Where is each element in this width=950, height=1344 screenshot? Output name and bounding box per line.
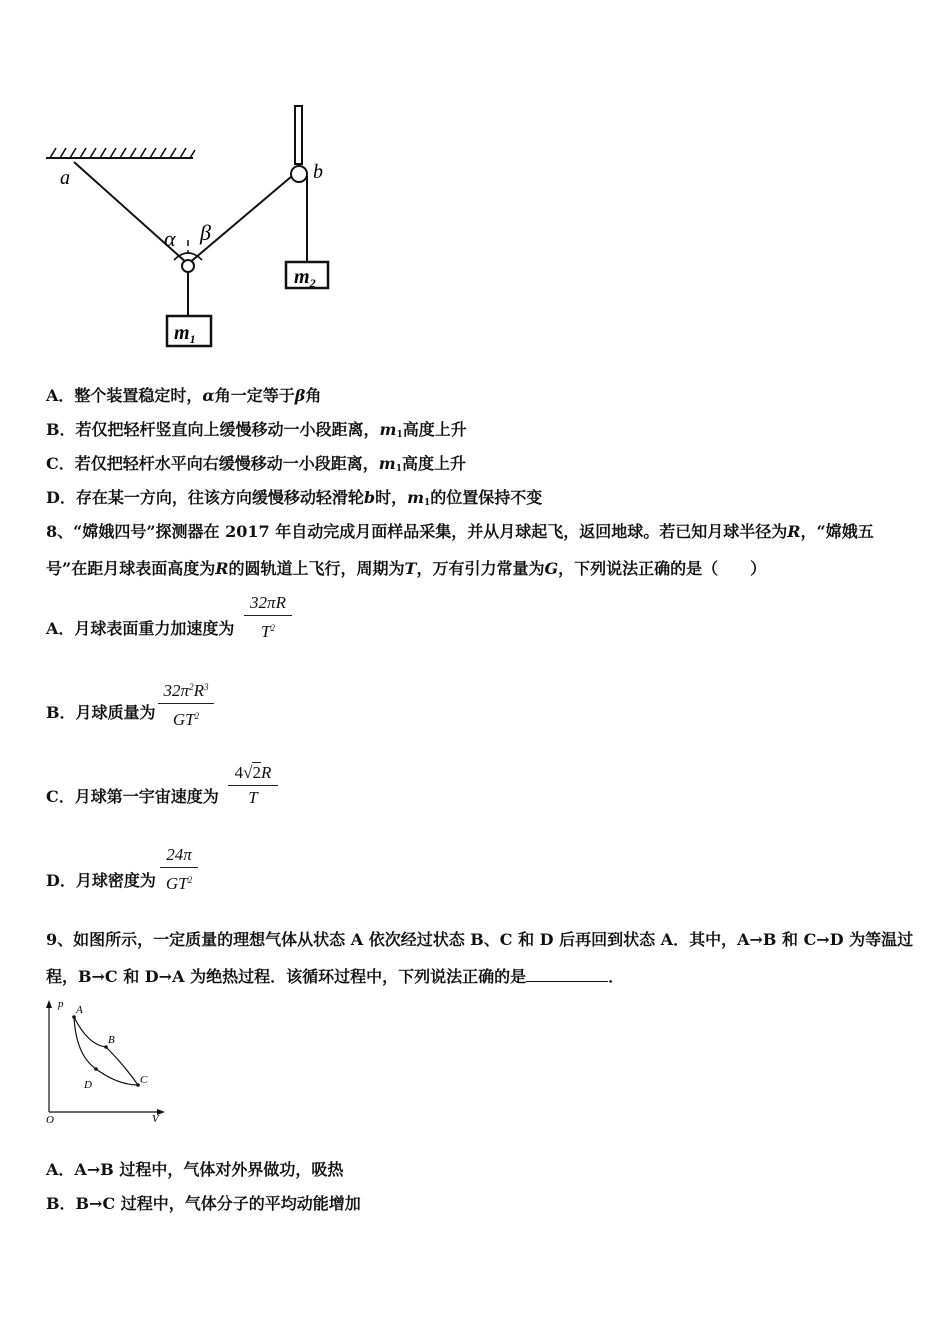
label-m1: $m_1$ [174,322,196,346]
label-b: b [313,161,323,183]
q8-stem-line2: 号”在距月球表面高度为R的圆轨道上飞行，周期为T，万有引力常量为G，下列说法正确的是（ ） [46,559,767,578]
label-beta: β [200,220,211,245]
q8-option-d-formula: 24π $GT^2$ [160,845,198,894]
axis-p-label: p [58,998,64,1010]
q8-option-a-formula: 32πR $T^2$ [244,593,292,642]
q8-option-b-formula: $32\pi^2R^3$ $GT^2$ [158,677,214,730]
label-m2: $m_2$ [294,266,316,290]
q9-option-a: A．A→B 过程中，气体对外界做功，吸热 [46,1160,344,1179]
q8-option-c-formula: 4√2R T [228,763,278,808]
q8-option-a: A．月球表面重力加速度为 [46,619,235,638]
q8-option-c: C．月球第一宇宙速度为 [46,787,219,806]
answer-blank[interactable] [526,967,608,982]
q9-stem-line2: 程，B→C 和 D→A 为绝热过程．该循环过程中，下列说法正确的是 ． [46,967,625,986]
q7-option-d: D．存在某一方向，往该方向缓慢移动轻滑轮b时，$m_1$的位置保持不变 [46,488,543,508]
point-b-label: B [108,1034,115,1046]
q7-option-a: A．整个装置稳定时，α角一定等于β角 [46,386,322,405]
origin-label: O [46,1114,54,1125]
q7-option-b: B．若仅把轻杆竖直向上缓慢移动一小段距离，$m_1$高度上升 [46,420,467,440]
pv-diagram [40,995,170,1125]
point-c-label: C [140,1074,148,1086]
point-d-label: D [84,1079,92,1091]
label-alpha: α [164,226,176,251]
point-a-label: A [76,1004,83,1016]
pulley-diagram [40,100,340,355]
label-a: a [60,167,70,189]
axis-v-label: V [152,1113,159,1125]
q8-option-b: B．月球质量为 [46,703,156,722]
q8-option-d: D．月球密度为 [46,871,156,890]
q9-option-b: B．B→C 过程中，气体分子的平均动能增加 [46,1194,361,1213]
q8-stem-line1: 8、“嫦娥四号”探测器在 2017 年自动完成月面样品采集，并从月球起飞，返回地球。若已知月球半径为R，“嫦娥五 [46,522,874,541]
q7-option-c: C．若仅把轻杆水平向右缓慢移动一小段距离，$m_1$高度上升 [46,454,466,474]
q9-stem-line1: 9、如图所示，一定质量的理想气体从状态 A 依次经过状态 B、C 和 D 后再回到状态 A．其中，A→B 和 C→D 为等温过 [46,930,914,949]
